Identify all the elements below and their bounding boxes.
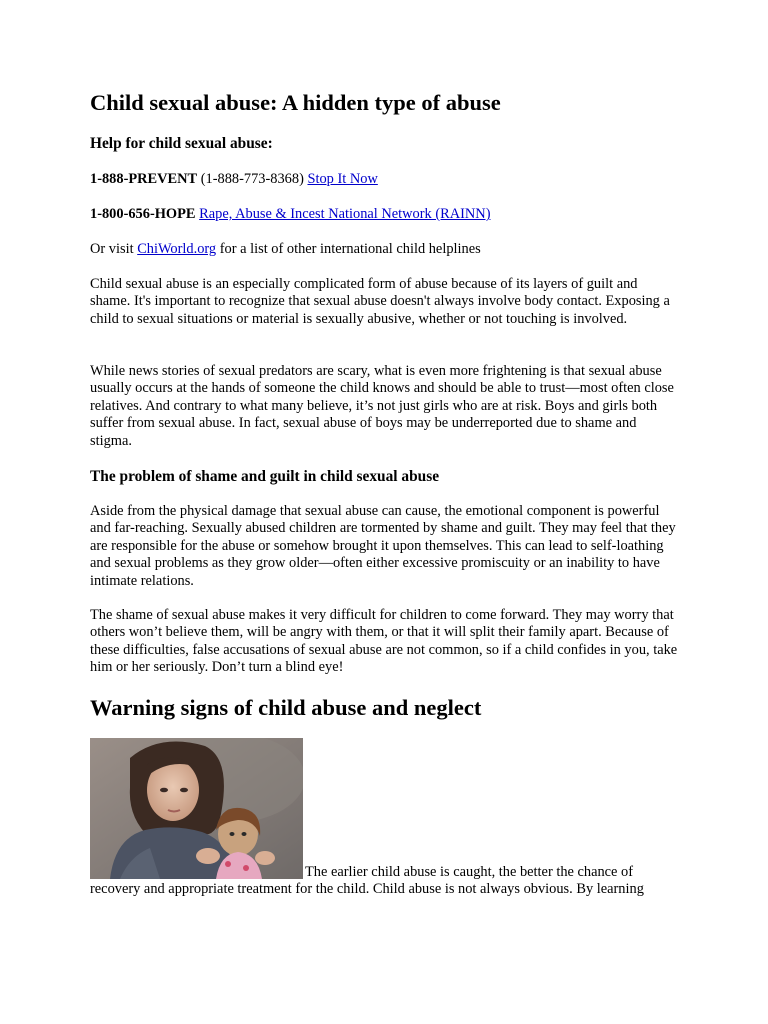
childworld-line	[90, 241, 680, 258]
paragraph-predators: While news stories of sexual predators are scary, what is even more frightening is that sexual abuse usually occurs at the hands of someone the child knows and should be able to trust—most often close relatives. And contrary to what many believe, it’s not just girls who are at risk. Boys and girls both suffer from sexual abuse. In fact, sexual abuse of boys may be underreported due to shame and stigma.	[90, 363, 674, 449]
helpline-stop-it-now	[90, 171, 680, 188]
chiworld-link[interactable]: ChiWorld.org	[137, 241, 217, 257]
helpline-number: 1-800-656-HOPE	[90, 206, 196, 222]
helpline-digits: (1-888-773-8368)	[200, 171, 304, 187]
visit-prefix: Or visit	[90, 241, 134, 257]
helpline-rainn	[90, 206, 680, 223]
help-heading: Help for child sexual abuse:	[90, 135, 273, 152]
helpline-number: 1-888-PREVENT	[90, 171, 198, 187]
page-title: Child sexual abuse: A hidden type of abuse	[90, 90, 501, 115]
warning-heading: Warning signs of child abuse and neglect	[90, 695, 482, 720]
stop-it-now-link[interactable]: Stop It Now	[307, 171, 378, 187]
shame-heading: The problem of shame and guilt in child sexual abuse	[90, 468, 440, 485]
visit-suffix: for a list of other international child helplines	[219, 241, 481, 257]
rainn-link[interactable]: Rape, Abuse & Incest National Network (RAINN)	[199, 206, 491, 222]
warning-section	[90, 738, 680, 899]
paragraph-intro: Child sexual abuse is an especially complicated form of abuse because of its layers of guilt and shame. It's important to recognize that sexual abuse doesn't always involve body contact. Exposing a child to sexual situations or material is sexually abusive, whether or not touching is involved.	[90, 276, 670, 327]
paragraph-shame-1: Aside from the physical damage that sexual abuse can cause, the emotional component is powerful and far-reaching. Sexually abused children are tormented by shame and guilt. They may feel that they are responsible for the abuse or somehow brought it upon themselves. This can lead to self-loathing and sexual problems as they grow older—often either excessive promiscuity or an inability to have intimate relations.	[90, 503, 676, 589]
paragraph-warning: The earlier child abuse is caught, the better the chance of recovery and appropriate treatment for the child. Child abuse is not always obvious. By learning	[90, 864, 644, 898]
paragraph-shame-2: The shame of sexual abuse makes it very difficult for children to come forward. They may worry that others won’t believe them, will be angry with them, or that it will split their family apart. Because of these difficulties, false accusations of sexual abuse are not common, so if a child confides in you, take him or her seriously. Don’t turn a blind eye!	[90, 607, 678, 676]
child-with-doll-photo	[90, 738, 303, 879]
